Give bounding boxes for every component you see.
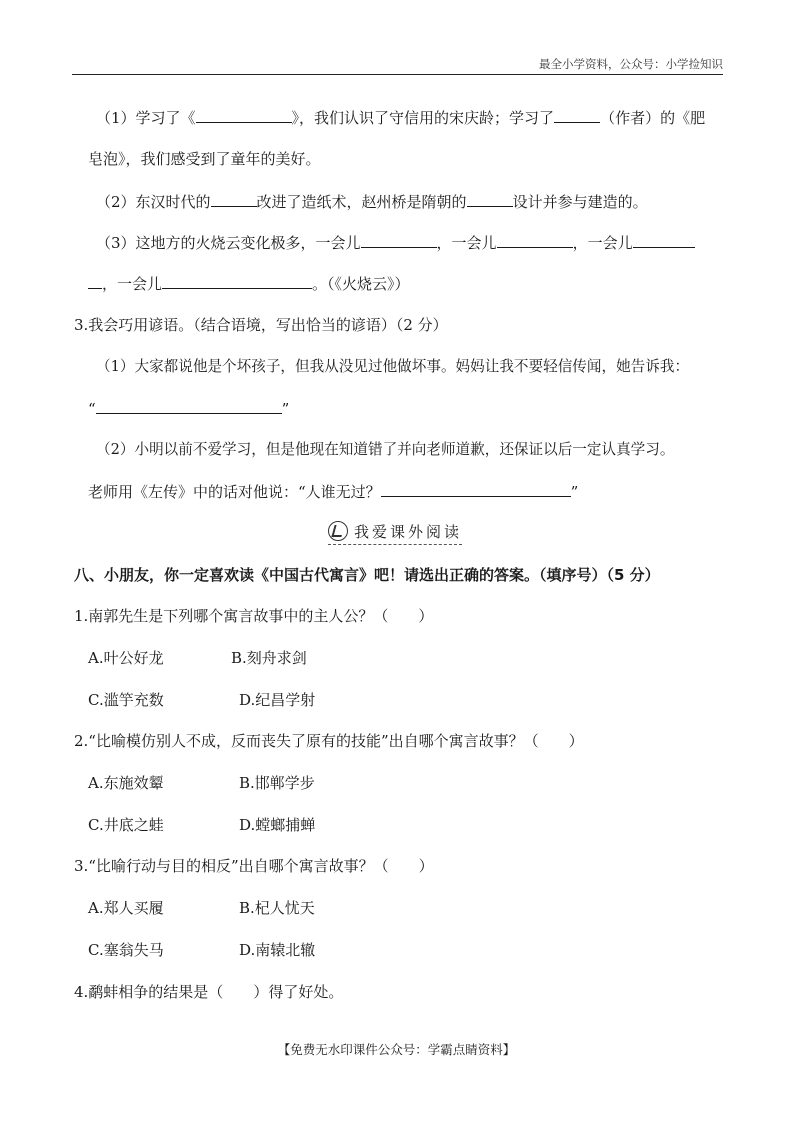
q3-item1-answer [88,398,289,419]
q8-1-option-a[interactable]: A.叶公好龙 [88,649,164,667]
q2-item1-text-c: （作者）的《肥 [600,109,706,127]
q3-title: 3.我会巧用谚语。（结合语境，写出恰当的谚语）（2 分） [74,316,448,334]
q8-2-stem: 2.“比喻模仿别人不成，反而丧失了原有的技能”出自哪个寓言故事？（ ） [74,732,584,750]
q8-3-stem: 3.“比喻行动与目的相反”出自哪个寓言故事？（ ） [74,857,434,875]
q8-4-stem: 4.鹬蚌相争的结果是（ ）得了好处。 [74,983,344,1001]
answer-blank[interactable] [361,232,437,248]
q2-item3-text-c: ，一会儿 [572,234,633,252]
answer-blank[interactable] [162,273,312,289]
q8-3-option-c[interactable]: C.塞翁失马 [88,941,164,959]
q2-item1-text-a: （1）学习了《 [96,109,196,127]
q8-2-option-a[interactable]: A.东施效颦 [88,774,164,792]
q2-item2-text-a: （2）东汉时代的 [96,193,211,211]
q2-item3-continued [88,273,410,294]
q2-item1-text-b: 》，我们认识了守信用的宋庆龄；学习了 [291,109,555,127]
answer-blank[interactable] [88,273,102,289]
q8-1-stem: 1.南郭先生是下列哪个寓言故事中的主人公？（ ） [74,607,434,625]
answer-blank[interactable] [96,398,282,414]
q8-1-option-b[interactable]: B.刻舟求剑 [231,649,307,667]
answer-blank[interactable] [554,107,600,123]
q8-3-option-b[interactable]: B.杞人忧天 [239,899,315,917]
q2-item3-text-a: （3）这地方的火烧云变化极多，一会儿 [96,234,361,252]
q3-item2-continued [88,481,578,502]
answer-blank[interactable] [381,481,571,497]
answer-blank[interactable] [497,232,573,248]
answer-blank[interactable] [196,107,292,123]
header-text: 最全小学资料，公众号：小学捡知识 [539,57,723,71]
q2-item3-cont-text-b: 。（《火烧云》） [312,275,410,293]
q2-item2 [96,191,648,212]
q8-1-option-c[interactable]: C.滥竽充数 [88,691,164,709]
reading-section-banner [328,520,462,545]
q2-item1 [96,107,705,128]
q8-2-option-c[interactable]: C.井底之蛙 [88,816,164,834]
q3-item2-cont-text: 老师用《左传》中的话对他说：“人谁无过？ [88,483,381,501]
q8-2-option-d[interactable]: D.螳螂捕蝉 [239,816,316,834]
q8-3-option-d[interactable]: D.南辕北辙 [239,941,316,959]
q2-item3-text-b: ，一会儿 [436,234,497,252]
section8-title: 八、小朋友，你一定喜欢读《中国古代寓言》吧！请选出正确的答案。（填序号）（5 分） [74,566,660,584]
q2-item3 [96,232,695,253]
close-quote: ” [570,483,579,501]
answer-blank[interactable] [633,232,695,248]
q2-item2-text-c: 设计并参与建造的。 [512,193,648,211]
q3-item2: （2）小明以前不爱学习，但是他现在知道错了并向老师道歉，还保证以后一定认真学习。 [96,441,675,458]
reading-icon [328,521,348,541]
close-quote: ” [281,400,290,418]
answer-blank[interactable] [211,191,257,207]
q3-item1: （1）大家都说他是个坏孩子，但我从没见过他做坏事。妈妈让我不要轻信传闻，她告诉我： [96,358,690,375]
q2-item1-continued: 皂泡》，我们感受到了童年的美好。 [88,150,321,168]
q8-3-option-a[interactable]: A.郑人买履 [88,899,164,917]
header-divider [72,74,723,75]
q2-item2-text-b: 改进了造纸术，赵州桥是隋朝的 [256,193,467,211]
q2-item3-cont-text-a: ，一会儿 [102,275,163,293]
footer-text: 【免费无水印课件公众号：学霸点睛资料】 [277,1042,516,1057]
q8-1-option-d[interactable]: D.纪昌学射 [239,691,316,709]
q8-2-option-b[interactable]: B.邯郸学步 [239,774,315,792]
answer-blank[interactable] [467,191,513,207]
open-quote: “ [88,400,96,418]
banner-title: 我爱课外阅读 [354,522,463,541]
